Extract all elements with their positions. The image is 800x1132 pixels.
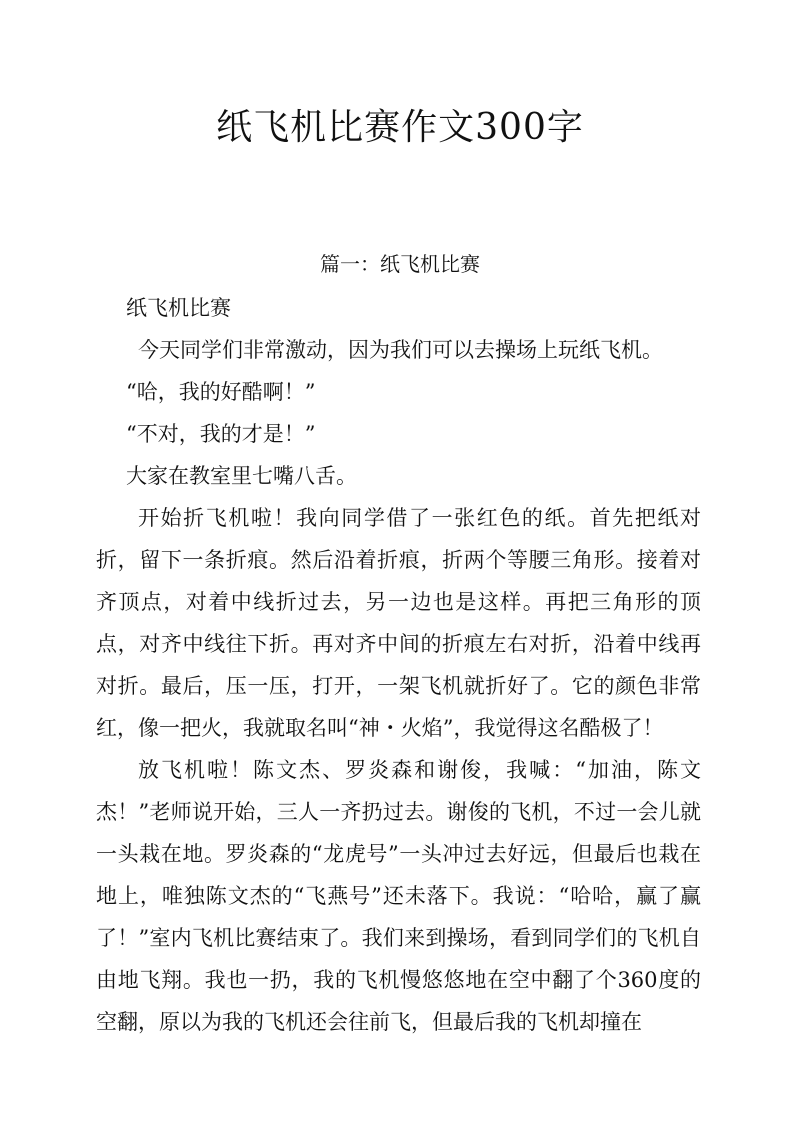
paragraph: 开始折飞机啦！我向同学借了一张红色的纸。首先把纸对折，留下一条折痕。然后沿着折痕，折两个等腰三角形。接着对齐顶点，对着中线折过去，另一边也是这样。再把三角形的顶点，对齐中线往下折。再对齐中间的折痕左右对折，沿着中线再对折。最后，压一压，打开，一架飞机就折好了。它的颜色非常红，像一把火，我就取名叫“神・火焰”，我觉得这名酷极了！ <box>96 506 701 740</box>
document-title: 纸飞机比赛作文300字 <box>216 107 584 148</box>
document-body <box>96 287 701 1043</box>
section-heading: 篇一：纸飞机比赛 <box>320 252 480 276</box>
paragraph-quote: “哈，我的好酷啊！” <box>126 380 316 404</box>
paragraph: 大家在教室里七嘴八舌。 <box>126 464 357 488</box>
paragraph-quote: “不对，我的才是！” <box>126 422 316 446</box>
paragraph-subtitle: 纸飞机比赛 <box>126 296 231 320</box>
paragraph: 放飞机啦！陈文杰、罗炎森和谢俊，我喊：“加油，陈文杰！”老师说开始，三人一齐扔过去。谢俊的飞机，不过一会儿就一头栽在地。罗炎森的“龙虎号”一头冲过去好远，但最后也栽在地上，唯独陈文杰的“飞燕号”还未落下。我说：“哈哈，赢了赢了！”室内飞机比赛结束了。我们来到操场，看到同学们的飞机自由地飞翔。我也一扔，我的飞机慢悠悠地在空中翻了个360度的空翻，原以为我的飞机还会往前飞，但最后我的飞机却撞在 <box>96 758 701 1034</box>
paragraph: 今天同学们非常激动，因为我们可以去操场上玩纸飞机。 <box>138 338 663 362</box>
